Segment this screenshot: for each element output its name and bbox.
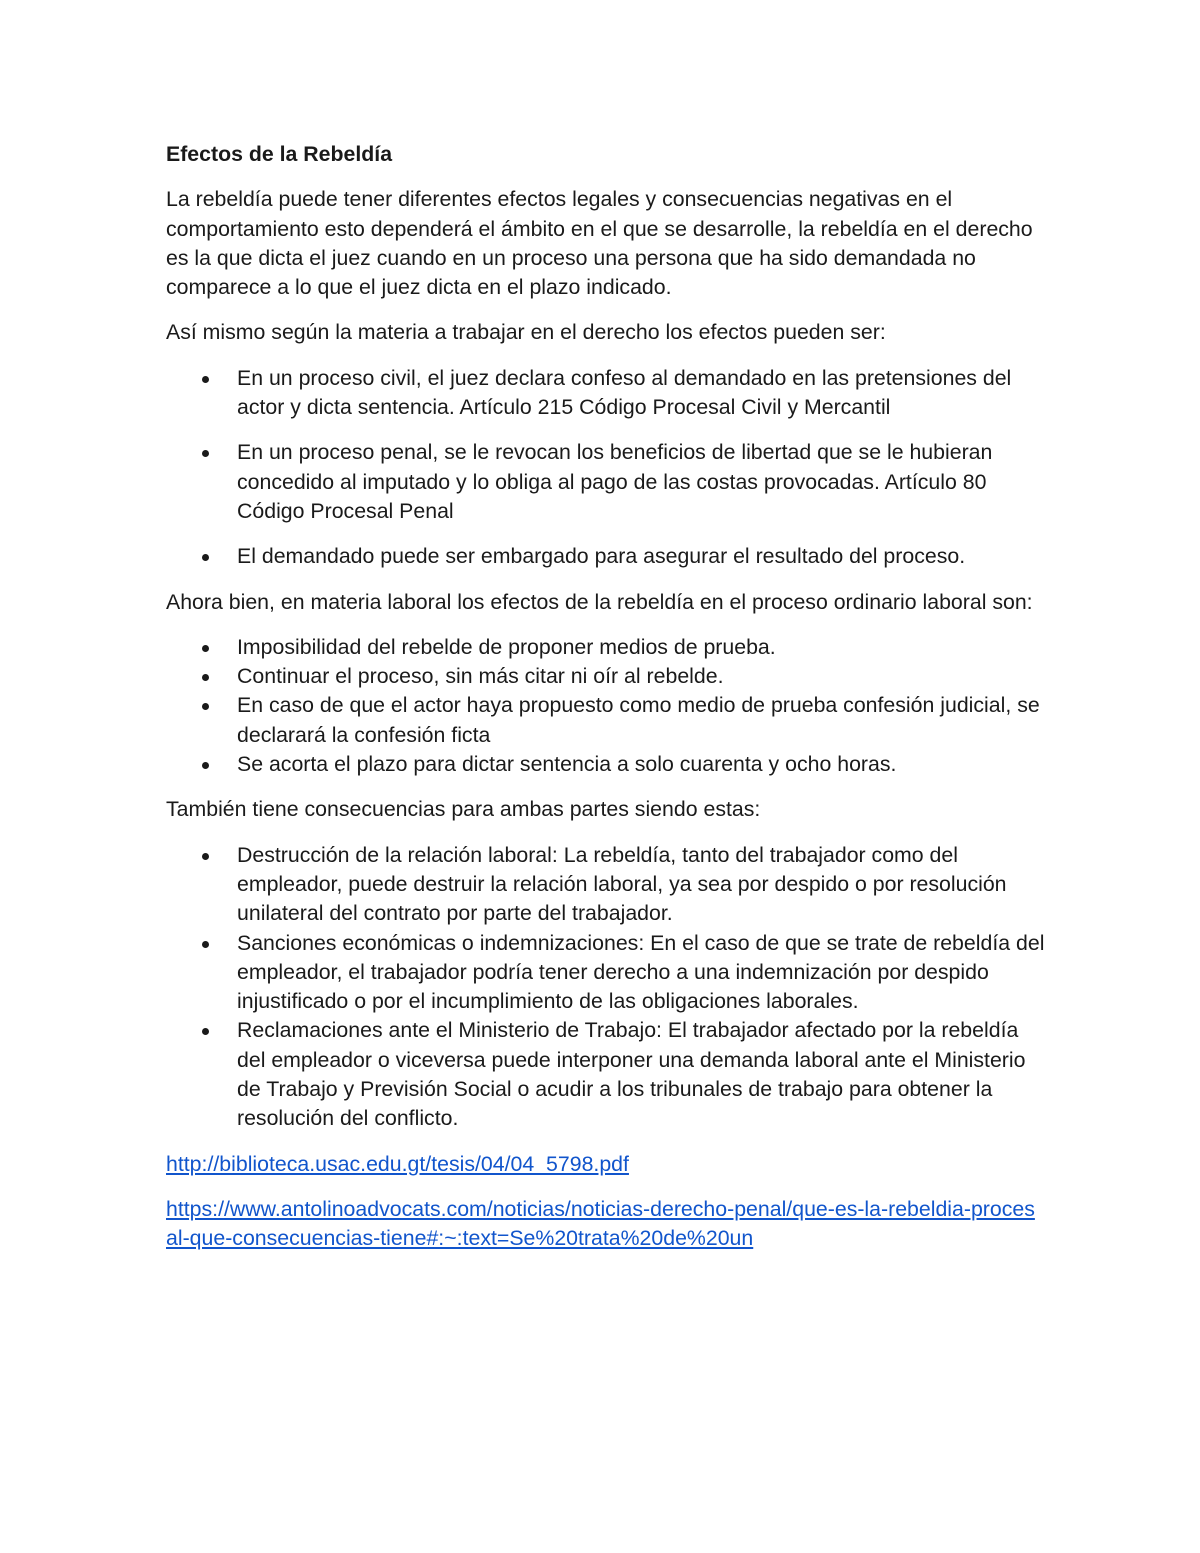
bullet-icon — [202, 645, 209, 652]
reference-link-block — [166, 1195, 1046, 1254]
bullet-icon — [202, 853, 209, 860]
bullet-icon — [202, 703, 209, 710]
document-heading: Efectos de la Rebeldía — [166, 142, 393, 166]
list-item — [166, 542, 1046, 571]
list-item-text: Destrucción de la relación laboral: La rebeldía, tanto del trabajador como del empleador, puede destruir la relación laboral, ya sea por despido o por resolución unilateral del contrato por parte del trabajador. — [237, 842, 1007, 926]
list-item — [166, 438, 1046, 526]
list-item — [166, 691, 1046, 750]
paragraph-ambas: También tiene consecuencias para ambas partes siendo estas: — [166, 797, 761, 822]
list-laboral — [166, 633, 1046, 779]
list-item-text: Se acorta el plazo para dictar sentencia a solo cuarenta y ocho horas. — [237, 752, 897, 777]
list-materia — [166, 364, 1046, 572]
list-item-text: Continuar el proceso, sin más citar ni oír al rebelde. — [237, 664, 724, 689]
list-item — [166, 364, 1046, 423]
bullet-icon — [202, 450, 209, 457]
bullet-icon — [202, 941, 209, 948]
bullet-icon — [202, 1028, 209, 1035]
list-item-text: En un proceso civil, el juez declara confeso al demandado en las pretensiones del actor y dicta sentencia. Artículo 215 Código Procesal Civil y Mercantil — [237, 365, 1012, 420]
list-item-text: Imposibilidad del rebelde de proponer medios de prueba. — [237, 634, 776, 659]
list-item-text: El demandado puede ser embargado para asegurar el resultado del proceso. — [237, 544, 966, 569]
list-item — [166, 841, 1046, 929]
bullet-icon — [202, 674, 209, 681]
list-item-text: En caso de que el actor haya propuesto como medio de prueba confesión judicial, se declarará la confesión ficta — [237, 693, 1040, 747]
list-item — [166, 662, 1046, 691]
paragraph-materia: Así mismo según la materia a trabajar en el derecho los efectos pueden ser: — [166, 320, 886, 345]
list-ambas — [166, 841, 1046, 1134]
reference-link-antolino[interactable]: https://www.antolinoadvocats.com/noticias/noticias-derecho-penal/que-es-la-rebeldia-procesal-que-consecuencias-tiene#:~:text=Se%20trata%20de%20un — [166, 1196, 1035, 1251]
list-item — [166, 750, 1046, 779]
bullet-icon — [202, 376, 209, 383]
reference-link-usac[interactable]: http://biblioteca.usac.edu.gt/tesis/04/04_5798.pdf — [166, 1151, 629, 1176]
bullet-icon — [202, 554, 209, 561]
document-page — [166, 140, 1046, 1270]
list-item-text: Reclamaciones ante el Ministerio de Trabajo: El trabajador afectado por la rebeldía del empleador o viceversa puede interponer una demanda laboral ante el Ministerio de Trabajo y Previsión Social o acudir a los tribunales de trabajo para obtener la resolución del conflicto. — [237, 1018, 1026, 1131]
list-item — [166, 633, 1046, 662]
list-item-text: Sanciones económicas o indemnizaciones: En el caso de que se trate de rebeldía del empleador, el trabajador podría tener derecho a una indemnización por despido injustificado o por el incumplimiento de las obligaciones laborales. — [237, 930, 1045, 1014]
paragraph-laboral: Ahora bien, en materia laboral los efectos de la rebeldía en el proceso ordinario laboral son: — [166, 589, 1033, 614]
list-item — [166, 929, 1046, 1017]
paragraph-intro: La rebeldía puede tener diferentes efectos legales y consecuencias negativas en el comportamiento esto dependerá el ámbito en el que se desarrolle, la rebeldía en el derecho es la que dicta el juez cuando en un proceso una persona que ha sido demandada no comparece a lo que el juez dicta en el plazo indicado. — [166, 187, 1033, 300]
reference-link-block — [166, 1150, 1046, 1179]
list-item-text: En un proceso penal, se le revocan los beneficios de libertad que se le hubieran concedido al imputado y lo obliga al pago de las costas provocadas. Artículo 80 Código Procesal Penal — [237, 440, 993, 523]
list-item — [166, 1016, 1046, 1133]
bullet-icon — [202, 762, 209, 769]
